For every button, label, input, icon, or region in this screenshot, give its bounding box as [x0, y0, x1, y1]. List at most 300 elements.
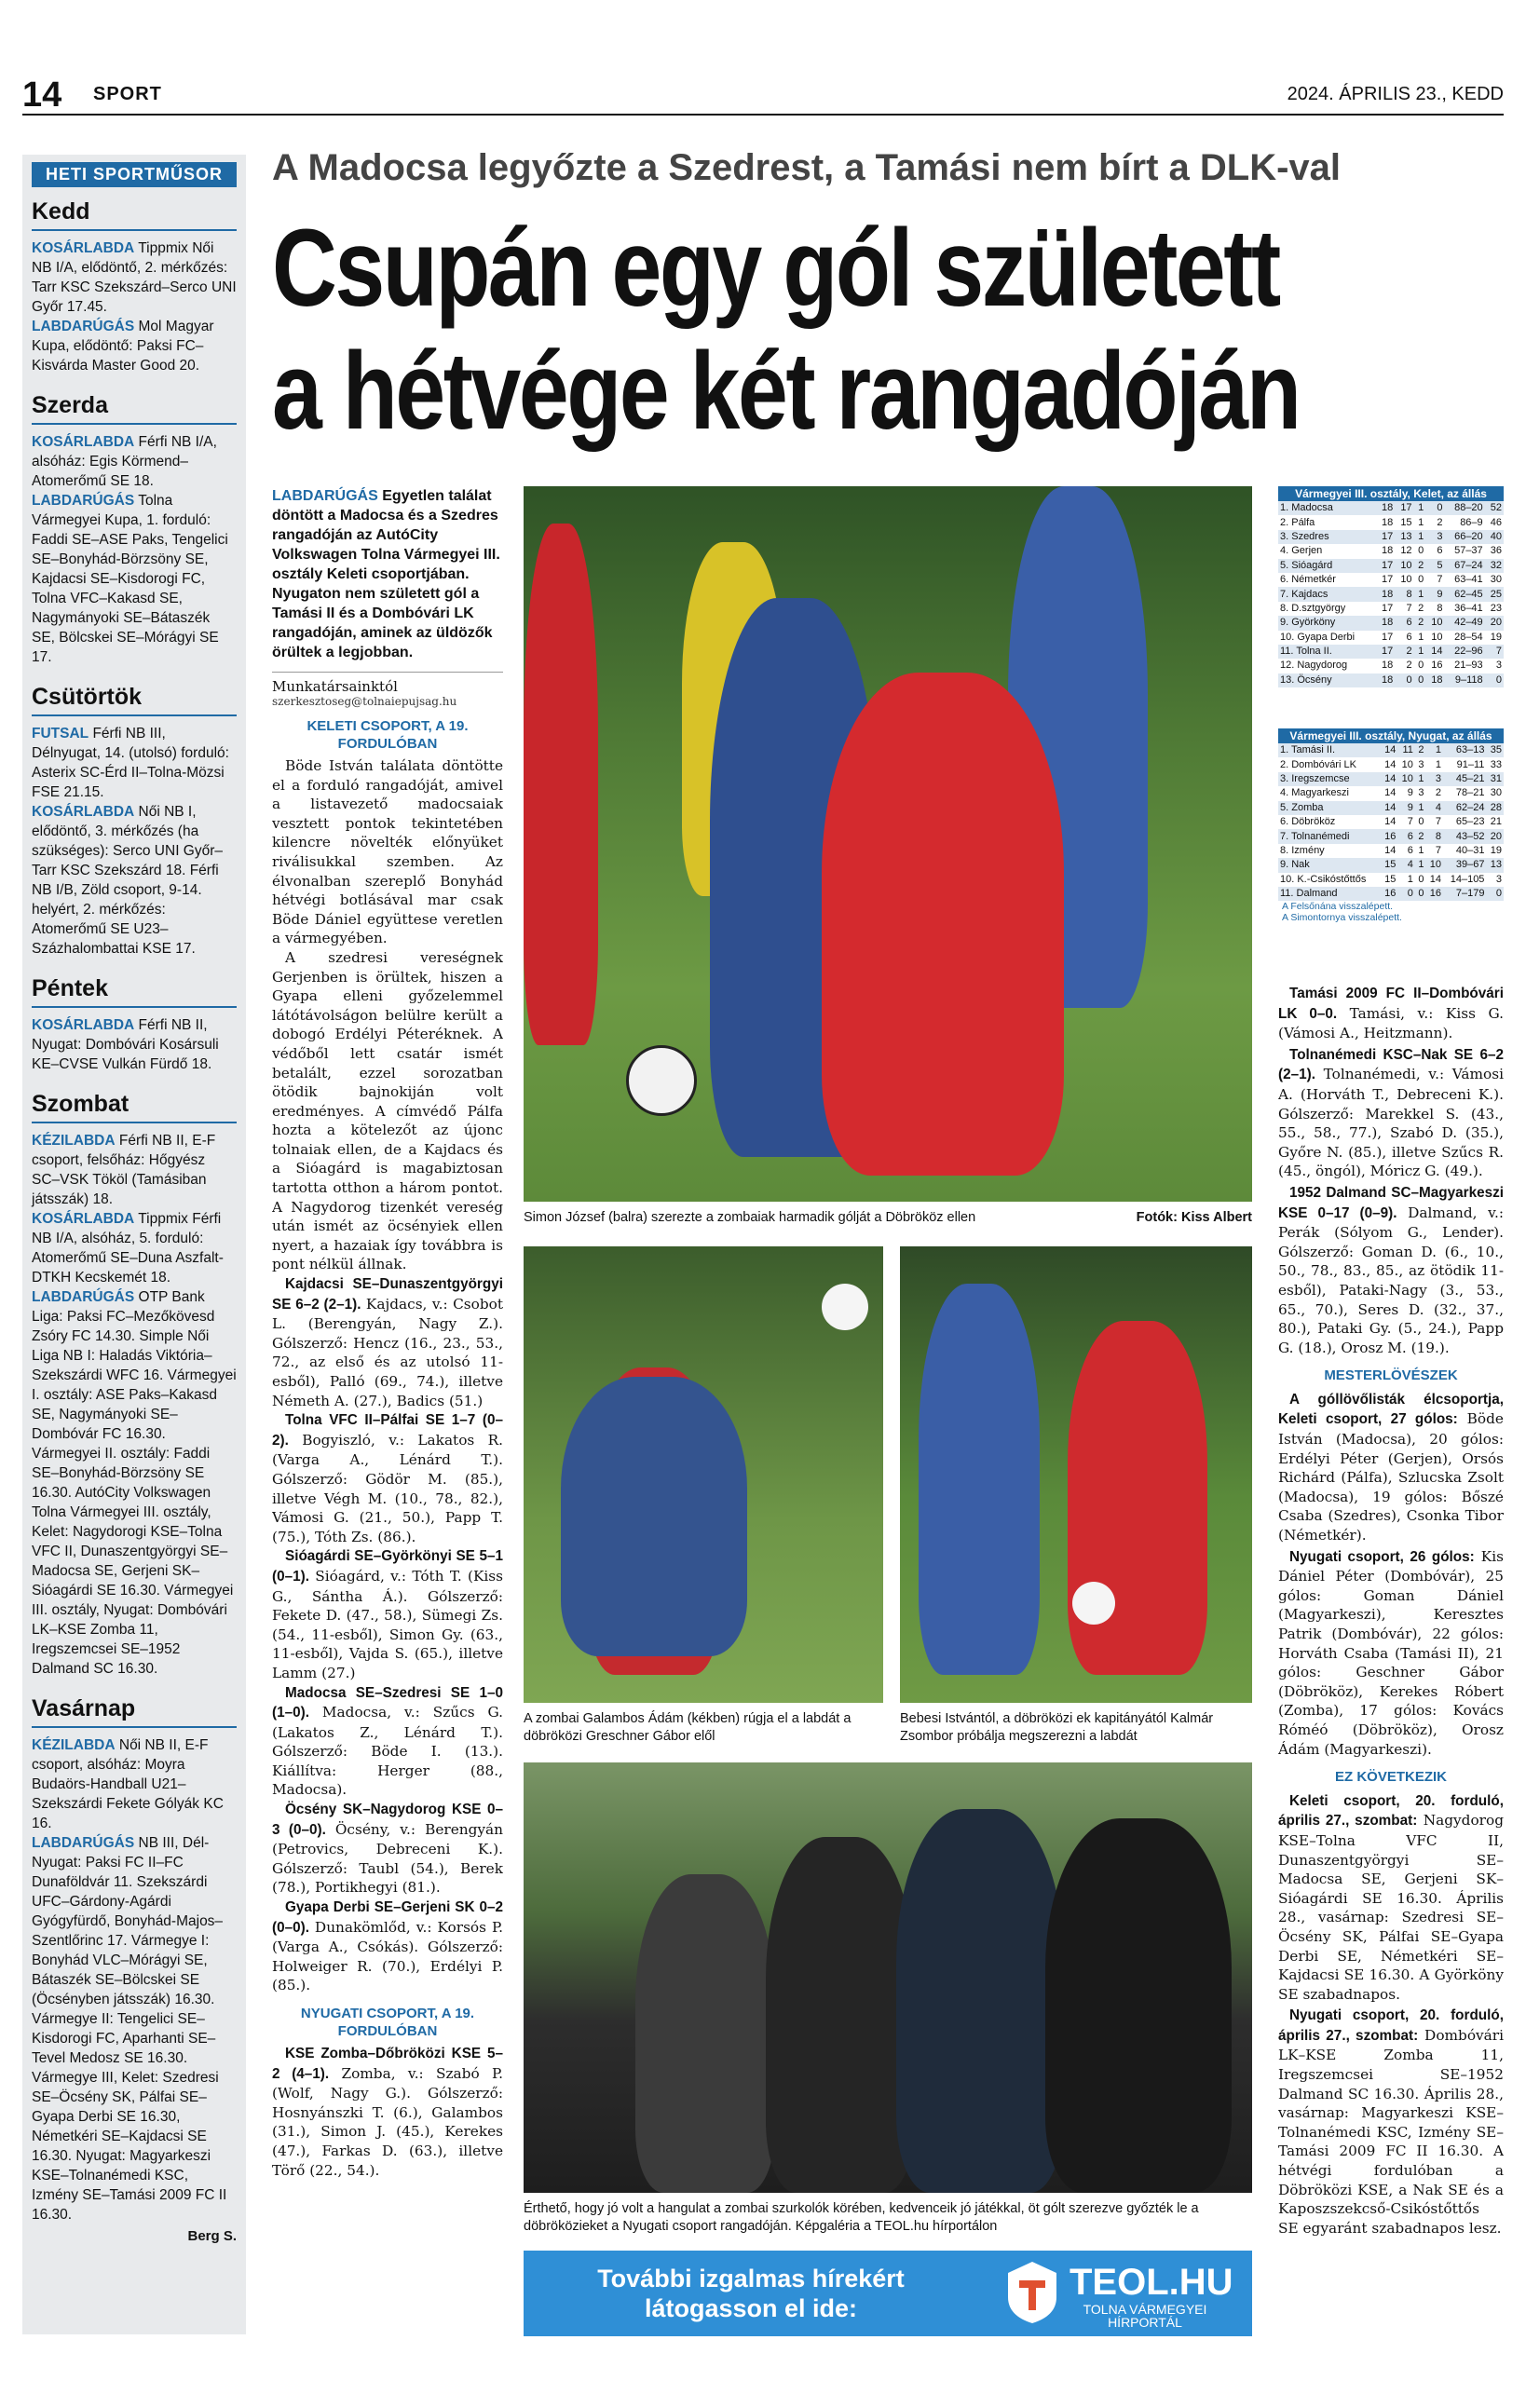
subhead-next: EZ KÖVETKEZIK: [1334, 1769, 1447, 1786]
article-headline: [272, 207, 1300, 453]
stat-cell: 0: [1418, 873, 1424, 885]
team-cell: 10. K.-Csikóstőttős: [1280, 873, 1367, 885]
stat-cell: 18: [1382, 516, 1394, 528]
photo-caption-3: Bebesi Istvántól, a döbröközi ek kapitányától Kalmár Zsombor próbálja megszerezni a labdát: [900, 1711, 1214, 1744]
stat-cell: 0: [1486, 887, 1504, 901]
table-row: [1278, 530, 1504, 544]
byline: Munkatársainktól: [272, 672, 503, 695]
stat-cell: 0: [1418, 660, 1424, 672]
photo-match-action: [524, 486, 1252, 1202]
stat-cell: 6: [1395, 616, 1413, 630]
stat-cell: 91–11: [1456, 758, 1485, 770]
stat-cell: 6: [1437, 545, 1443, 557]
stat-cell: 0: [1415, 887, 1426, 901]
stat-cell: 17: [1382, 602, 1394, 614]
stat-cell: 17: [1376, 645, 1395, 659]
table-row: [1278, 815, 1504, 829]
stat-cell: 36–41: [1454, 602, 1483, 614]
page-number: 14: [22, 75, 62, 115]
stat-cell: 14: [1384, 787, 1397, 799]
weekly-sport-program: [22, 155, 246, 2334]
stat-cell: 12: [1400, 545, 1412, 557]
sidebar-event: [32, 1833, 237, 2224]
stat-cell: 10: [1397, 772, 1415, 786]
stat-cell: 0: [1397, 887, 1415, 901]
sidebar-day-heading: Szombat: [32, 1091, 237, 1123]
team-cell: 5. Sióagárd: [1278, 559, 1376, 573]
sidebar-day-heading: Csütörtök: [32, 684, 237, 716]
team-cell: 6. Németkér: [1280, 574, 1336, 586]
stat-cell: 2: [1415, 743, 1426, 757]
article-kicker: A Madocsa legyőzte a Szedrest, a Tamási nem bírt a DLK-val: [272, 147, 1342, 188]
stat-cell: 18: [1376, 616, 1395, 630]
stat-cell: 2: [1414, 616, 1426, 630]
stat-cell: 14: [1429, 873, 1441, 885]
table-row: [1278, 887, 1504, 901]
stat-cell: 28: [1486, 801, 1504, 815]
team-cell: 7. Kajdacs: [1278, 587, 1376, 601]
stat-cell: 25: [1485, 587, 1504, 601]
stat-cell: 66–20: [1444, 530, 1484, 544]
stat-cell: 14: [1381, 772, 1398, 786]
match-heading: Sióagárdi SE–Györkönyi SE 5–1 (0–1).: [272, 1548, 503, 1585]
fixtures-heading: Keleti csoport, 20. forduló, április 27., szombat:: [1278, 1792, 1504, 1830]
sidebar-event: [32, 724, 237, 802]
stat-cell: 2: [1415, 829, 1426, 843]
scorers-text: Böde István (Madocsa), 20 gólos: Erdélyi Péter (Gerjen), Orsós Richárd (Pálfa), Szlucska Zsolt (Madocsa), 19 gólos: Bőszé Csaba (Szedres), Csonka Tibor (Németkér).: [1278, 1410, 1504, 1544]
sport-label: KOSÁRLABDA: [32, 434, 135, 450]
stat-cell: 9: [1425, 587, 1444, 601]
stat-cell: 7: [1406, 602, 1412, 614]
event-text: Férfi NB II, E-F csoport, felsőház: Hőgyész SC–VSK Tököl (Tamásiban játsszák) 18.: [32, 1133, 216, 1207]
stat-cell: 6: [1397, 829, 1415, 843]
sidebar-event: [32, 1209, 237, 1287]
match-heading: Kajdacsi SE–Dunaszentgyörgyi SE 6–2 (2–1).: [272, 1276, 503, 1313]
subhead-west: NYUGATI CSOPORT, A 19. FORDULÓBAN: [300, 2006, 475, 2039]
section-name: SPORT: [93, 84, 162, 104]
event-text: Női NB II, E-F csoport, alsóház: Moyra Budaörs-Handball U21–Szekszárdi Fekete Gólyák KC 16.: [32, 1737, 224, 1831]
scorers-text: Kis Dániel Péter (Dombóvár), 25 gólos: Goman Dániel (Magyarkeszi), Keresztes Patrik (Dombóvár), 22 gólos: Horváth Csaba (Tamási II), 21 gólos: Geschner Gábor (Döbrököz), Kerekes Róbert (Zomba), 17 gólos: Kovács Róméó (Döbrököz), Orosz Ádám (Magyarkeszi).: [1278, 1547, 1504, 1758]
match-report: [272, 1546, 503, 1682]
stat-cell: 6: [1406, 631, 1412, 643]
sport-label: LABDARÚGÁS: [32, 1835, 135, 1851]
stat-cell: 52: [1485, 501, 1504, 515]
table-row: [1278, 772, 1504, 786]
table-row: [1278, 659, 1504, 673]
stat-cell: 35: [1486, 743, 1504, 757]
stat-cell: 0: [1418, 574, 1424, 586]
table-row: [1278, 559, 1504, 573]
stat-cell: 2: [1414, 559, 1426, 573]
subhead-east: KELETI CSOPORT, A 19. FORDULÓBAN: [307, 718, 469, 752]
stat-cell: 18: [1376, 673, 1395, 687]
team-cell: 7. Tolnanémedi: [1278, 829, 1381, 843]
stat-cell: 36: [1490, 545, 1502, 557]
stat-cell: 43–52: [1443, 829, 1486, 843]
match-heading: KSE Zomba–Dőbröközi KSE 5–2 (4–1).: [272, 2046, 503, 2082]
stat-cell: 78–21: [1455, 787, 1485, 799]
stat-cell: 1: [1414, 645, 1426, 659]
stat-cell: 16: [1381, 887, 1398, 901]
ad-text: További izgalmas hírekért látogasson el ide:: [597, 2265, 905, 2322]
match-text: Kajdacs, v.: Csobot L. (Berengyán, Nagy Z.). Gólszerző: Hencz (16., 23., 53., 72., az első és az utolsó 11-esből), Palló (69., 74.), illetve Németh A. (27.), Badics (51.): [272, 1295, 503, 1409]
event-text: Mol Magyar Kupa, elődöntő: Paksi FC–Kisvárda Master Good 20.: [32, 319, 214, 374]
scorers: [1278, 1547, 1504, 1760]
stat-cell: 13: [1486, 858, 1504, 872]
table-row: [1278, 786, 1504, 800]
team-cell: 3. Szedres: [1278, 530, 1376, 544]
table-note: A Felsőnána visszalépett.: [1282, 901, 1394, 913]
stat-cell: 40–31: [1455, 844, 1485, 856]
match-report: [1278, 1045, 1504, 1181]
stat-cell: 3: [1495, 873, 1502, 885]
sidebar-event: [32, 1287, 237, 1679]
stat-cell: 20: [1485, 616, 1504, 630]
stat-cell: 23: [1490, 602, 1502, 614]
match-text: Zomba, v.: Szabó P. (Wolf, Nagy G.). Gólszerző: Hosnyánszki T. (6.), Galambos (31.), Simon J. (45.), Kerekes (47.), Farkas D. (63.), illetve Törő (22., 54.).: [272, 2064, 503, 2179]
sidebar-days: [32, 198, 237, 2224]
stat-cell: 1: [1435, 758, 1441, 770]
sidebar-event: [32, 802, 237, 959]
match-heading: Gyapa Derbi SE–Gerjeni SK 0–2 (0–0).: [272, 1899, 503, 1936]
stat-cell: 1: [1414, 587, 1426, 601]
table-row: [1278, 544, 1504, 558]
headline-line-2: a hétvége két rangadóján: [272, 330, 1300, 453]
table-row: [1278, 645, 1504, 659]
article-lead: [272, 486, 503, 662]
match-report: [272, 1800, 503, 1898]
teol-shield-icon: [1004, 2260, 1060, 2325]
team-cell: 10. Gyapa Derbi: [1280, 631, 1356, 643]
stat-cell: 1: [1414, 501, 1426, 515]
page-header: [22, 75, 1504, 116]
stat-cell: 18: [1382, 545, 1394, 557]
stat-cell: 18: [1376, 587, 1395, 601]
sidebar-day-heading: Kedd: [32, 198, 237, 231]
table-row: [1278, 616, 1504, 630]
stat-cell: 46: [1490, 516, 1502, 528]
sidebar-event: [32, 1015, 237, 1074]
event-text: Női NB I, elődöntő, 3. mérkőzés (ha szükséges): Serco UNI Győr–Tarr KSC Szekszárd 18. Férfi NB I/B, Zöld csoport, 9-14. helyért, 2. mérkőzés: Atomerőmű SE U23–Százhalombattai KSE 17.: [32, 804, 224, 957]
stat-cell: 7: [1435, 816, 1441, 828]
sport-label: KOSÁRLABDA: [32, 1211, 135, 1227]
headline-line-1: Csupán egy gól született: [272, 207, 1279, 330]
event-text: Tolna Vármegyei Kupa, 1. forduló: Faddi SE–ASE Paks, Tengelici SE–Bonyhád-Börzsöny SE, Kajdacsi SE–Kisdorogi FC, Tolna VFC–Kakasd SE, Nagymányoki SE–Bátaszék SE, Bölcskei SE–Mórágyi SE 17.: [32, 493, 228, 665]
sport-label: KOSÁRLABDA: [32, 804, 135, 820]
team-cell: 13. Öcsény: [1278, 673, 1376, 687]
match-report: [272, 2044, 503, 2180]
stat-cell: 14: [1384, 844, 1397, 856]
team-cell: 4. Gerjen: [1280, 545, 1323, 557]
stat-cell: 1: [1425, 743, 1443, 757]
sidebar-event: [32, 1131, 237, 1209]
team-cell: 6. Döbrököz: [1280, 816, 1336, 828]
stat-cell: 63–13: [1443, 743, 1486, 757]
subhead-scorers: MESTERLÖVÉSZEK: [1324, 1367, 1458, 1384]
table-row: [1278, 573, 1504, 587]
stat-cell: 3: [1425, 772, 1443, 786]
team-cell: 8. D.sztgyörgy: [1280, 602, 1346, 614]
stat-cell: 0: [1414, 673, 1426, 687]
team-cell: 5. Zomba: [1278, 801, 1381, 815]
stat-cell: 17: [1395, 501, 1413, 515]
stat-cell: 3: [1425, 530, 1444, 544]
standings-table: [1278, 743, 1504, 901]
photo-player-kick: [524, 1246, 883, 1703]
stat-cell: 7: [1435, 844, 1441, 856]
event-text: Tippmix Férfi NB I/A, alsóház, 5. forduló: Atomerőmű SE–Duna Aszfalt-DTKH Kecskemét 18.: [32, 1211, 224, 1286]
stat-cell: 2: [1437, 516, 1443, 528]
stat-cell: 2: [1406, 660, 1412, 672]
event-text: NB III, Dél-Nyugat: Paksi FC II–FC Dunaföldvár 11. Szekszárdi UFC–Gárdony-Agárdi Gyógyfürdő, Bonyhád-Majos–Szentlőrinc 17. Vármegye I: Bonyhád VLC–Mórágyi SE, Bátaszék SE–Bölcskei SE (Öcsényben játsszák) 16.30. Vármegye II: Tengelici SE–Kisdorogi FC, Aparhanti SE–Tevel Medosz SE 16.30. Vármegye III, Kelet: Szedresi SE–Öcsény SK, Pálfai SE–Gyapa Derbi SE 16.30, Németkéri SE–Kajdacsi SE 16.30. Nyugat: Magyarkeszi KSE–Tolnanémedi KSC, Izmény SE–Tamási 2009 FC II 16.30.: [32, 1835, 227, 2223]
stat-cell: 2: [1435, 787, 1441, 799]
stat-cell: 0: [1425, 501, 1444, 515]
stat-cell: 7–179: [1443, 887, 1486, 901]
stat-cell: 20: [1486, 829, 1504, 843]
byline-email: szerkesztoseg@tolnaiepujsag.hu: [272, 695, 457, 708]
stat-cell: 9: [1407, 787, 1413, 799]
match-heading: Tolnanémedi KSC–Nak SE 6–2 (2–1).: [1278, 1046, 1504, 1083]
stat-cell: 62–45: [1444, 587, 1484, 601]
stat-cell: 28–54: [1454, 631, 1483, 643]
stat-cell: 88–20: [1444, 501, 1484, 515]
event-text: Férfi NB III, Délnyugat, 14. (utolsó) forduló: Asterix SC-Érd II–Tolna-Mözsi FSE 21.15.: [32, 726, 229, 800]
sport-label: FUTSAL: [32, 726, 89, 741]
stat-cell: 22–96: [1444, 645, 1484, 659]
stat-cell: 65–23: [1455, 816, 1485, 828]
stat-cell: 3: [1418, 758, 1424, 770]
stat-cell: 40: [1485, 530, 1504, 544]
team-cell: 2. Dombóvári LK: [1280, 758, 1356, 770]
match-text: Madocsa, v.: Szűcs G. (Lakatos Z., Lénárd T.). Gólszerző: Böde I. (13.). Kiállítva: Herger (88., Madocsa).: [272, 1704, 503, 1799]
stat-cell: 10: [1400, 574, 1412, 586]
table-row: [1278, 602, 1504, 616]
stat-cell: 1: [1418, 631, 1424, 643]
stat-cell: 32: [1485, 559, 1504, 573]
stat-cell: 17: [1376, 530, 1395, 544]
sidebar-title: HETI SPORTMŰSOR: [32, 162, 237, 187]
stat-cell: 0: [1485, 673, 1504, 687]
stat-cell: 1: [1415, 801, 1426, 815]
fixtures-heading: Nyugati csoport, 20. forduló, április 27., szombat:: [1278, 2007, 1504, 2044]
paragraph: Böde István találata döntötte el a forduló rangadóját, amivel a listavezető madocsaiak vesztett pontok tekintetében kilencre növelték előnyüket riválisukkal szemben. Az élvonalban szereplő Bonyhád hétvégi botlásával mar csak Böde Dániel együttese veretlen a vármegyében.: [272, 757, 503, 947]
stat-cell: 8: [1425, 829, 1443, 843]
stat-cell: 14–105: [1450, 873, 1485, 885]
table-title: Vármegyei III. osztály, Kelet, az állás: [1278, 486, 1504, 501]
team-cell: 4. Magyarkeszi: [1280, 787, 1349, 799]
stat-cell: 67–24: [1444, 559, 1484, 573]
table-row: [1278, 587, 1504, 601]
sport-label: LABDARÚGÁS: [32, 1289, 135, 1305]
ad-brand: TEOL.HU: [1070, 2262, 1233, 2303]
photo-credit: Fotók: Kiss Albert: [1136, 1210, 1252, 1225]
sidebar-event: [32, 238, 237, 317]
match-text: Dunakömlőd, v.: Korsós P. (Varga A., Csókás). Gólszerző: Holweiger R. (70.), Erdélyi P. (85.).: [272, 1918, 503, 1994]
table-row: [1278, 673, 1504, 687]
team-cell: 3. Iregszemcse: [1278, 772, 1381, 786]
team-cell: 9. Nak: [1278, 858, 1381, 872]
stat-cell: 30: [1490, 787, 1502, 799]
match-report: [272, 1898, 503, 1995]
stat-cell: 14: [1384, 758, 1397, 770]
stat-cell: 19: [1490, 631, 1502, 643]
ad-tagline: TOLNA VÁRMEGYEI HÍRPORTÁL: [1083, 2302, 1207, 2330]
stat-cell: 18: [1425, 673, 1444, 687]
photo-supporters: [524, 1762, 1252, 2193]
stat-cell: 0: [1418, 816, 1424, 828]
team-cell: 2. Pálfa: [1280, 516, 1315, 528]
stat-cell: 17: [1382, 574, 1394, 586]
stat-cell: 5: [1425, 559, 1444, 573]
sport-label: KOSÁRLABDA: [32, 1017, 135, 1033]
stat-cell: 15: [1381, 858, 1398, 872]
stat-cell: 21: [1490, 816, 1502, 828]
sidebar-day-heading: Péntek: [32, 975, 237, 1008]
article-column-3: [1278, 984, 1504, 2340]
stat-cell: 10: [1425, 616, 1444, 630]
match-text: Bogyiszló, v.: Lakatos R. (Varga A., Lénárd T.). Gólszerző: Gödör M. (85.), illetve Végh M. (10., 78., 82.), Vámosi G. (21., 50.), Papp T. (75.), Tóth Zs. (86.).: [272, 1431, 503, 1545]
team-cell: 8. Izmény: [1280, 844, 1325, 856]
sport-label: KÉZILABDA: [32, 1737, 116, 1753]
stat-cell: 18: [1376, 501, 1395, 515]
stat-cell: 14: [1381, 743, 1398, 757]
stat-cell: 1: [1415, 858, 1426, 872]
stat-cell: 31: [1486, 772, 1504, 786]
sidebar-event: [32, 432, 237, 491]
stat-cell: 9: [1397, 801, 1415, 815]
sidebar-event: [32, 317, 237, 375]
match-heading: Tolna VFC II–Pálfai SE 1–7 (0–2).: [272, 1412, 503, 1449]
stat-cell: 11: [1397, 743, 1415, 757]
stat-cell: 16: [1425, 887, 1443, 901]
standings-east: [1278, 486, 1504, 687]
table-note: A Simontornya visszalépett.: [1282, 912, 1402, 924]
stat-cell: 42–49: [1444, 616, 1484, 630]
stat-cell: 0: [1395, 673, 1413, 687]
stat-cell: 10: [1431, 631, 1443, 643]
stat-cell: 17: [1382, 631, 1394, 643]
table-row: [1278, 858, 1504, 872]
team-cell: 1. Tamási II.: [1278, 743, 1381, 757]
stat-cell: 8: [1437, 602, 1443, 614]
stat-cell: 86–9: [1460, 516, 1483, 528]
stat-cell: 2: [1418, 602, 1424, 614]
stat-cell: 14: [1425, 645, 1444, 659]
photo-caption-1: [524, 1209, 1252, 1227]
table-row: [1278, 631, 1504, 645]
team-cell: 1. Madocsa: [1278, 501, 1376, 515]
team-cell: 11. Tolna II.: [1278, 645, 1376, 659]
match-text: Öcsény, v.: Berengyán (Petrovics, Debreceni K.). Gólszerző: Taubl (54.), Berek (78.), Portikhegyi (81.).: [272, 1820, 503, 1897]
stat-cell: 3: [1418, 787, 1424, 799]
caption-text: Simon József (balra) szerezte a zombaiak harmadik gólját a Döbrököz ellen: [524, 1210, 976, 1225]
stat-cell: 1: [1418, 516, 1424, 528]
stat-cell: 13: [1395, 530, 1413, 544]
stat-cell: 7: [1437, 574, 1443, 586]
table-row: [1278, 801, 1504, 815]
fixtures: [1278, 1791, 1504, 2005]
event-text: Tippmix Női NB I/A, elődöntő, 2. mérkőzés: Tarr KSC Szekszárd–Serco UNI Győr 17.45.: [32, 240, 237, 315]
match-heading: Tamási 2009 FC II–Dombóvári LK 0–0.: [1278, 986, 1504, 1022]
stat-cell: 57–37: [1454, 545, 1483, 557]
article-column-1: [272, 486, 503, 2340]
team-cell: 12. Nagydorog: [1280, 660, 1348, 672]
fixtures-text: Dombóvári LK–KSE Zomba 11, Iregszemcsei SE–1952 Dalmand SC 16.30. Április 28., vasárnap: Magyarkeszi KSE–Tolnanémedi KSC, Izmény SE–Tamási 2009 FC II 16.30. A hétvégi fordulóban a Döbröközi KSE, a Nak SE és a Kaposzszekcső-Csikóstőttős SE egyaránt szabadnapos lesz.: [1278, 2026, 1504, 2237]
team-cell: 9. Györköny: [1278, 616, 1376, 630]
stat-cell: 9–118: [1444, 673, 1484, 687]
stat-cell: 1: [1415, 772, 1426, 786]
match-report: [272, 1683, 503, 1801]
stat-cell: 33: [1490, 758, 1502, 770]
table-row: [1278, 743, 1504, 757]
table-row: [1278, 757, 1504, 771]
stat-cell: 30: [1490, 574, 1502, 586]
sport-label: KÉZILABDA: [32, 1133, 116, 1149]
stat-cell: 4: [1397, 858, 1415, 872]
stat-cell: 39–67: [1443, 858, 1486, 872]
stat-cell: 21–93: [1454, 660, 1483, 672]
event-text: Férfi NB II, Nyugat: Dombóvári Kosársuli KE–CVSE Vulkán Fürdő 18.: [32, 1017, 219, 1072]
teol-advertisement[interactable]: [524, 2251, 1252, 2336]
match-heading: Öcsény SK–Nagydorog KSE 0–3 (0–0).: [272, 1802, 503, 1838]
teol-logo: [1001, 2260, 1233, 2330]
stat-cell: 10: [1425, 858, 1443, 872]
match-report: [1278, 984, 1504, 1043]
table-row: [1278, 844, 1504, 858]
stat-cell: 8: [1395, 587, 1413, 601]
standings-table: [1278, 501, 1504, 687]
scorers: [1278, 1390, 1504, 1545]
lead-sport-label: LABDARÚGÁS: [272, 488, 378, 504]
table-row: [1278, 873, 1504, 887]
match-report: [1278, 1183, 1504, 1357]
stat-cell: 1: [1414, 530, 1426, 544]
stat-cell: 15: [1400, 516, 1412, 528]
sport-label: LABDARÚGÁS: [32, 493, 135, 509]
event-text: OTP Bank Liga: Paksi FC–Mezőkövesd Zsóry FC 14.30. Simple Női Liga NB I: Haladás Viktória–Szekszárdi WFC 16. Vármegyei I. osztály: ASE Paks–Kakasd SE, Nagymányoki SE–Dombóvár FC 16.30. Vármegyei II. osztály: Faddi SE–Bonyhád-Börzsöny SE 16.30. AutóCity Volkswagen Tolna Vármegyei III. osztály, Kelet: Nagydorogi KSE–Tolna VFC II, Dunaszentgyörgyi SE–Madocsa SE, Gerjeni SK–Sióagárdi SE 16.30. Vármegyei III. osztály, Nyugat: Dombóvári LK–KSE Zomba 11, Iregszemcsei SE–1952 Dalmand SC 16.30.: [32, 1289, 237, 1677]
stat-cell: 14: [1381, 801, 1398, 815]
stat-cell: 4: [1425, 801, 1443, 815]
match-text: Sióagárd, v.: Tóth T. (Kiss G., Sántha Á.). Gólszerző: Fekete D. (47., 58.), Sümegi Zs. (54., 11-esből), Simon Gy. (63., 11-esből), Vajda S. (65.), illetve Lamm (27.): [272, 1567, 503, 1681]
issue-date: 2024. ÁPRILIS 23., KEDD: [1287, 84, 1504, 104]
fixtures: [1278, 2006, 1504, 2238]
sidebar-event: [32, 1735, 237, 1833]
sidebar-day-heading: Szerda: [32, 392, 237, 425]
stat-cell: 17: [1376, 559, 1395, 573]
sidebar-day-heading: Vasárnap: [32, 1695, 237, 1728]
lead-text: Egyetlen találat döntött a Madocsa és a Szedres rangadóján az AutóCity Volkswagen Tolna Vármegyei III. osztály Keleti csoportjában. Nyugaton nem született gól a Tamási II és a Dombóvári LK rangadóján, aminek az üldözők örültek a legjobban.: [272, 488, 500, 660]
stat-cell: 10: [1401, 758, 1413, 770]
stat-cell: 63–41: [1454, 574, 1483, 586]
match-text: Tamási, v.: Kiss G. (Vámosi A., Heitzmann).: [1278, 1004, 1504, 1042]
stat-cell: 7: [1407, 816, 1413, 828]
fixtures-text: Nagydorog KSE–Tolna VFC II, Dunaszentgyörgyi SE–Madocsa SE, Gerjeni SK–Sióagárdi SE 16.30. Április 28., vasárnap: Szedresi SE–Öcsény SK, Pálfai SE–Gyapa Derbi SE, Németkéri SE–Kajdacsi SE 16.30. A Györköny SE szabadnapos.: [1278, 1812, 1504, 2003]
stat-cell: 15: [1384, 873, 1397, 885]
stat-cell: 16: [1381, 829, 1398, 843]
stat-cell: 3: [1495, 660, 1502, 672]
stat-cell: 1: [1418, 844, 1424, 856]
stat-cell: 10: [1395, 559, 1413, 573]
sidebar-signature: Berg S.: [187, 2228, 237, 2244]
stat-cell: 7: [1485, 645, 1504, 659]
paragraph: A szedresi vereségnek Gerjenben is örültek, hiszen a Gyapa elleni győzelemmel látótávolságon belülre került a dobogó Erdélyi Péteréknek. A védőből lett csatár ismét betalált, ezzel sorozatban ötödik bajnokiján volt eredményes. A címvédő Pálfa hozta a kötelezőt az újonc tolnaiak ellen, de a Kajdacs és a Sióagárd is magabiztosan tartotta otthon a három pontot. A Nagydorog tizenkét vereség után ismét az öcsényiek ellen nyert, a hazaiak így továbbra is pont nélkül állnak.: [272, 948, 503, 1273]
table-row: [1278, 515, 1504, 529]
table-row: [1278, 501, 1504, 515]
photo-player-duel: [900, 1246, 1252, 1703]
match-report: [272, 1410, 503, 1546]
sidebar-event: [32, 491, 237, 667]
stat-cell: 0: [1418, 545, 1424, 557]
